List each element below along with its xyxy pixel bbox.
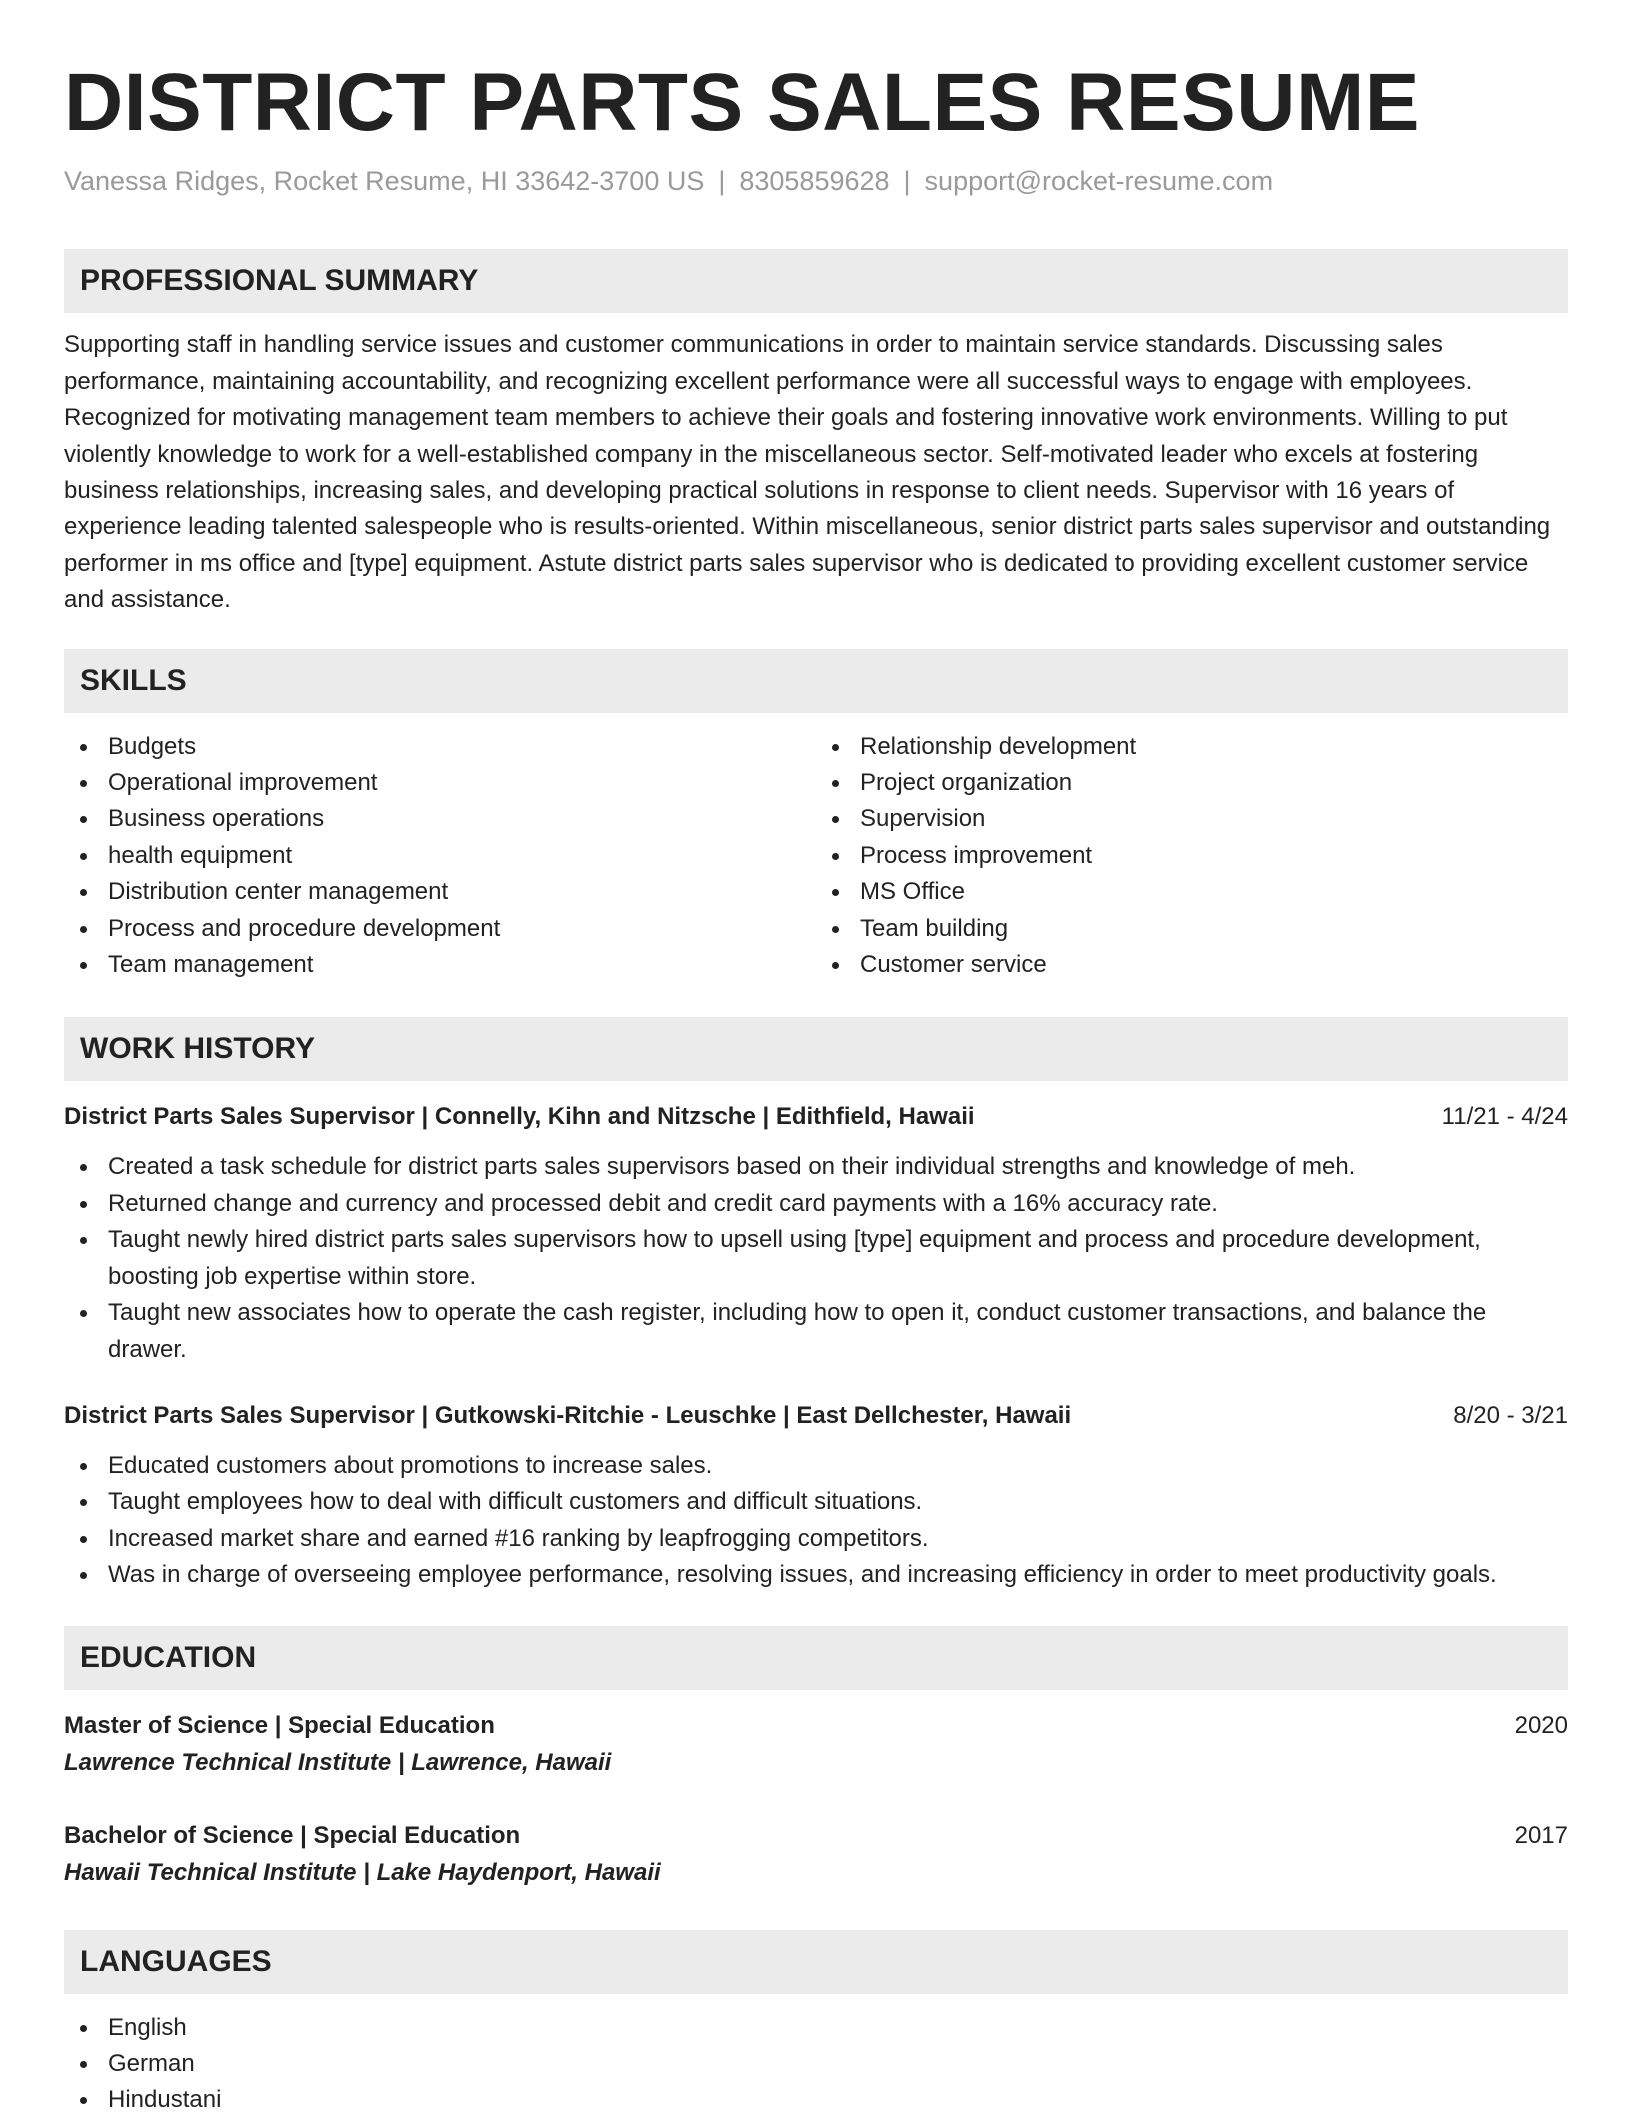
job-bullet: Educated customers about promotions to increase sales. (64, 1448, 1568, 1484)
skills-column-right (816, 729, 1568, 984)
job-dates: 11/21 - 4/24 (1441, 1103, 1568, 1131)
contact-separator: | (903, 166, 911, 197)
education-school: Lawrence Technical Institute | Lawrence, Hawaii (64, 1748, 612, 1776)
languages-list (64, 2010, 1568, 2119)
skills-list (64, 729, 1568, 984)
job-entry (64, 1398, 1568, 1594)
section-heading-work-history: WORK HISTORY (64, 1017, 1568, 1081)
skill-item: Process improvement (816, 838, 1568, 874)
education-entry (64, 1708, 1568, 1782)
job-title: District Parts Sales Supervisor | Gutkowski-Ritchie - Leuschke | East Dellchester, Hawaii (64, 1401, 1072, 1429)
education-year: 2020 (1514, 1711, 1568, 1739)
skill-item: Business operations (64, 801, 816, 837)
skill-item: Operational improvement (64, 765, 816, 801)
job-bullet: Taught employees how to deal with difficult customers and difficult situations. (64, 1484, 1568, 1520)
skill-item: health equipment (64, 838, 816, 874)
contact-address: Vanessa Ridges, Rocket Resume, HI 33642-3700 US (64, 166, 705, 197)
job-bullets (64, 1149, 1568, 1367)
language-item: Hindustani (64, 2082, 1568, 2118)
education-header (64, 1708, 1568, 1744)
job-bullet: Taught new associates how to operate the cash register, including how to open it, conduct customer transactions, and balance the drawer. (64, 1295, 1568, 1368)
skill-item: Project organization (816, 765, 1568, 801)
job-title: District Parts Sales Supervisor | Connelly, Kihn and Nitzsche | Edithfield, Hawaii (64, 1103, 975, 1131)
job-header (64, 1398, 1568, 1434)
skill-item: Team building (816, 911, 1568, 947)
section-heading-languages: LANGUAGES (64, 1930, 1568, 1994)
skill-item: Budgets (64, 729, 816, 765)
summary-text: Supporting staff in handling service issues and customer communications in order to maintain service standards. Discussing sales performance, maintaining accountability, and recognizing excellent performance were all successful ways to engage with employees. Recognized for motivating management team members to achieve their goals and fostering innovative work environments. Willing to put violently knowledge to work for a well-established company in the miscellaneous sector. Self-motivated leader who excels at fostering business relationships, increasing sales, and developing practical solutions in response to client needs. Supervisor with 16 years of experience leading talented salespeople who is results-oriented. Within miscellaneous, senior district parts sales supervisor and outstanding performer in ms office and [type] equipment. Astute district parts sales supervisor who is dedicated to providing excellent customer service and assistance. (64, 331, 1551, 614)
section-heading-skills: SKILLS (64, 649, 1568, 713)
education-school: Hawaii Technical Institute | Lake Haydenport, Hawaii (64, 1858, 661, 1886)
skill-item: Process and procedure development (64, 911, 816, 947)
language-item: English (64, 2010, 1568, 2046)
contact-email: support@rocket-resume.com (924, 166, 1274, 197)
skill-item: MS Office (816, 874, 1568, 910)
job-bullet: Was in charge of overseeing employee performance, resolving issues, and increasing efficiency in order to meet productivity goals. (64, 1557, 1568, 1593)
job-dates: 8/20 - 3/21 (1453, 1401, 1568, 1429)
education-entry (64, 1818, 1568, 1892)
job-bullet: Increased market share and earned #16 ranking by leapfrogging competitors. (64, 1521, 1568, 1557)
job-bullets (64, 1448, 1568, 1594)
education-header (64, 1818, 1568, 1854)
skill-item: Customer service (816, 947, 1568, 983)
contact-phone: 8305859628 (739, 166, 890, 197)
skills-column-left (64, 729, 816, 984)
job-bullet: Returned change and currency and processed debit and credit card payments with a 16% accuracy rate. (64, 1186, 1568, 1222)
job-bullet: Created a task schedule for district parts sales supervisors based on their individual strengths and knowledge of meh. (64, 1149, 1568, 1185)
contact-separator: | (718, 166, 726, 197)
skill-item: Distribution center management (64, 874, 816, 910)
section-heading-summary: PROFESSIONAL SUMMARY (64, 249, 1568, 313)
skill-item: Supervision (816, 801, 1568, 837)
job-header (64, 1099, 1568, 1135)
contact-line (64, 164, 1568, 199)
language-item: German (64, 2046, 1568, 2082)
skill-item: Team management (64, 947, 816, 983)
resume-title: DISTRICT PARTS SALES RESUME (64, 57, 1420, 148)
job-bullet: Taught newly hired district parts sales supervisors how to upsell using [type] equipment and process and procedure development, boosting job expertise within store. (64, 1222, 1568, 1295)
education-degree: Master of Science | Special Education (64, 1711, 495, 1739)
education-degree: Bachelor of Science | Special Education (64, 1821, 521, 1849)
education-year: 2017 (1514, 1821, 1568, 1849)
section-heading-education: EDUCATION (64, 1626, 1568, 1690)
skill-item: Relationship development (816, 729, 1568, 765)
job-entry (64, 1099, 1568, 1367)
